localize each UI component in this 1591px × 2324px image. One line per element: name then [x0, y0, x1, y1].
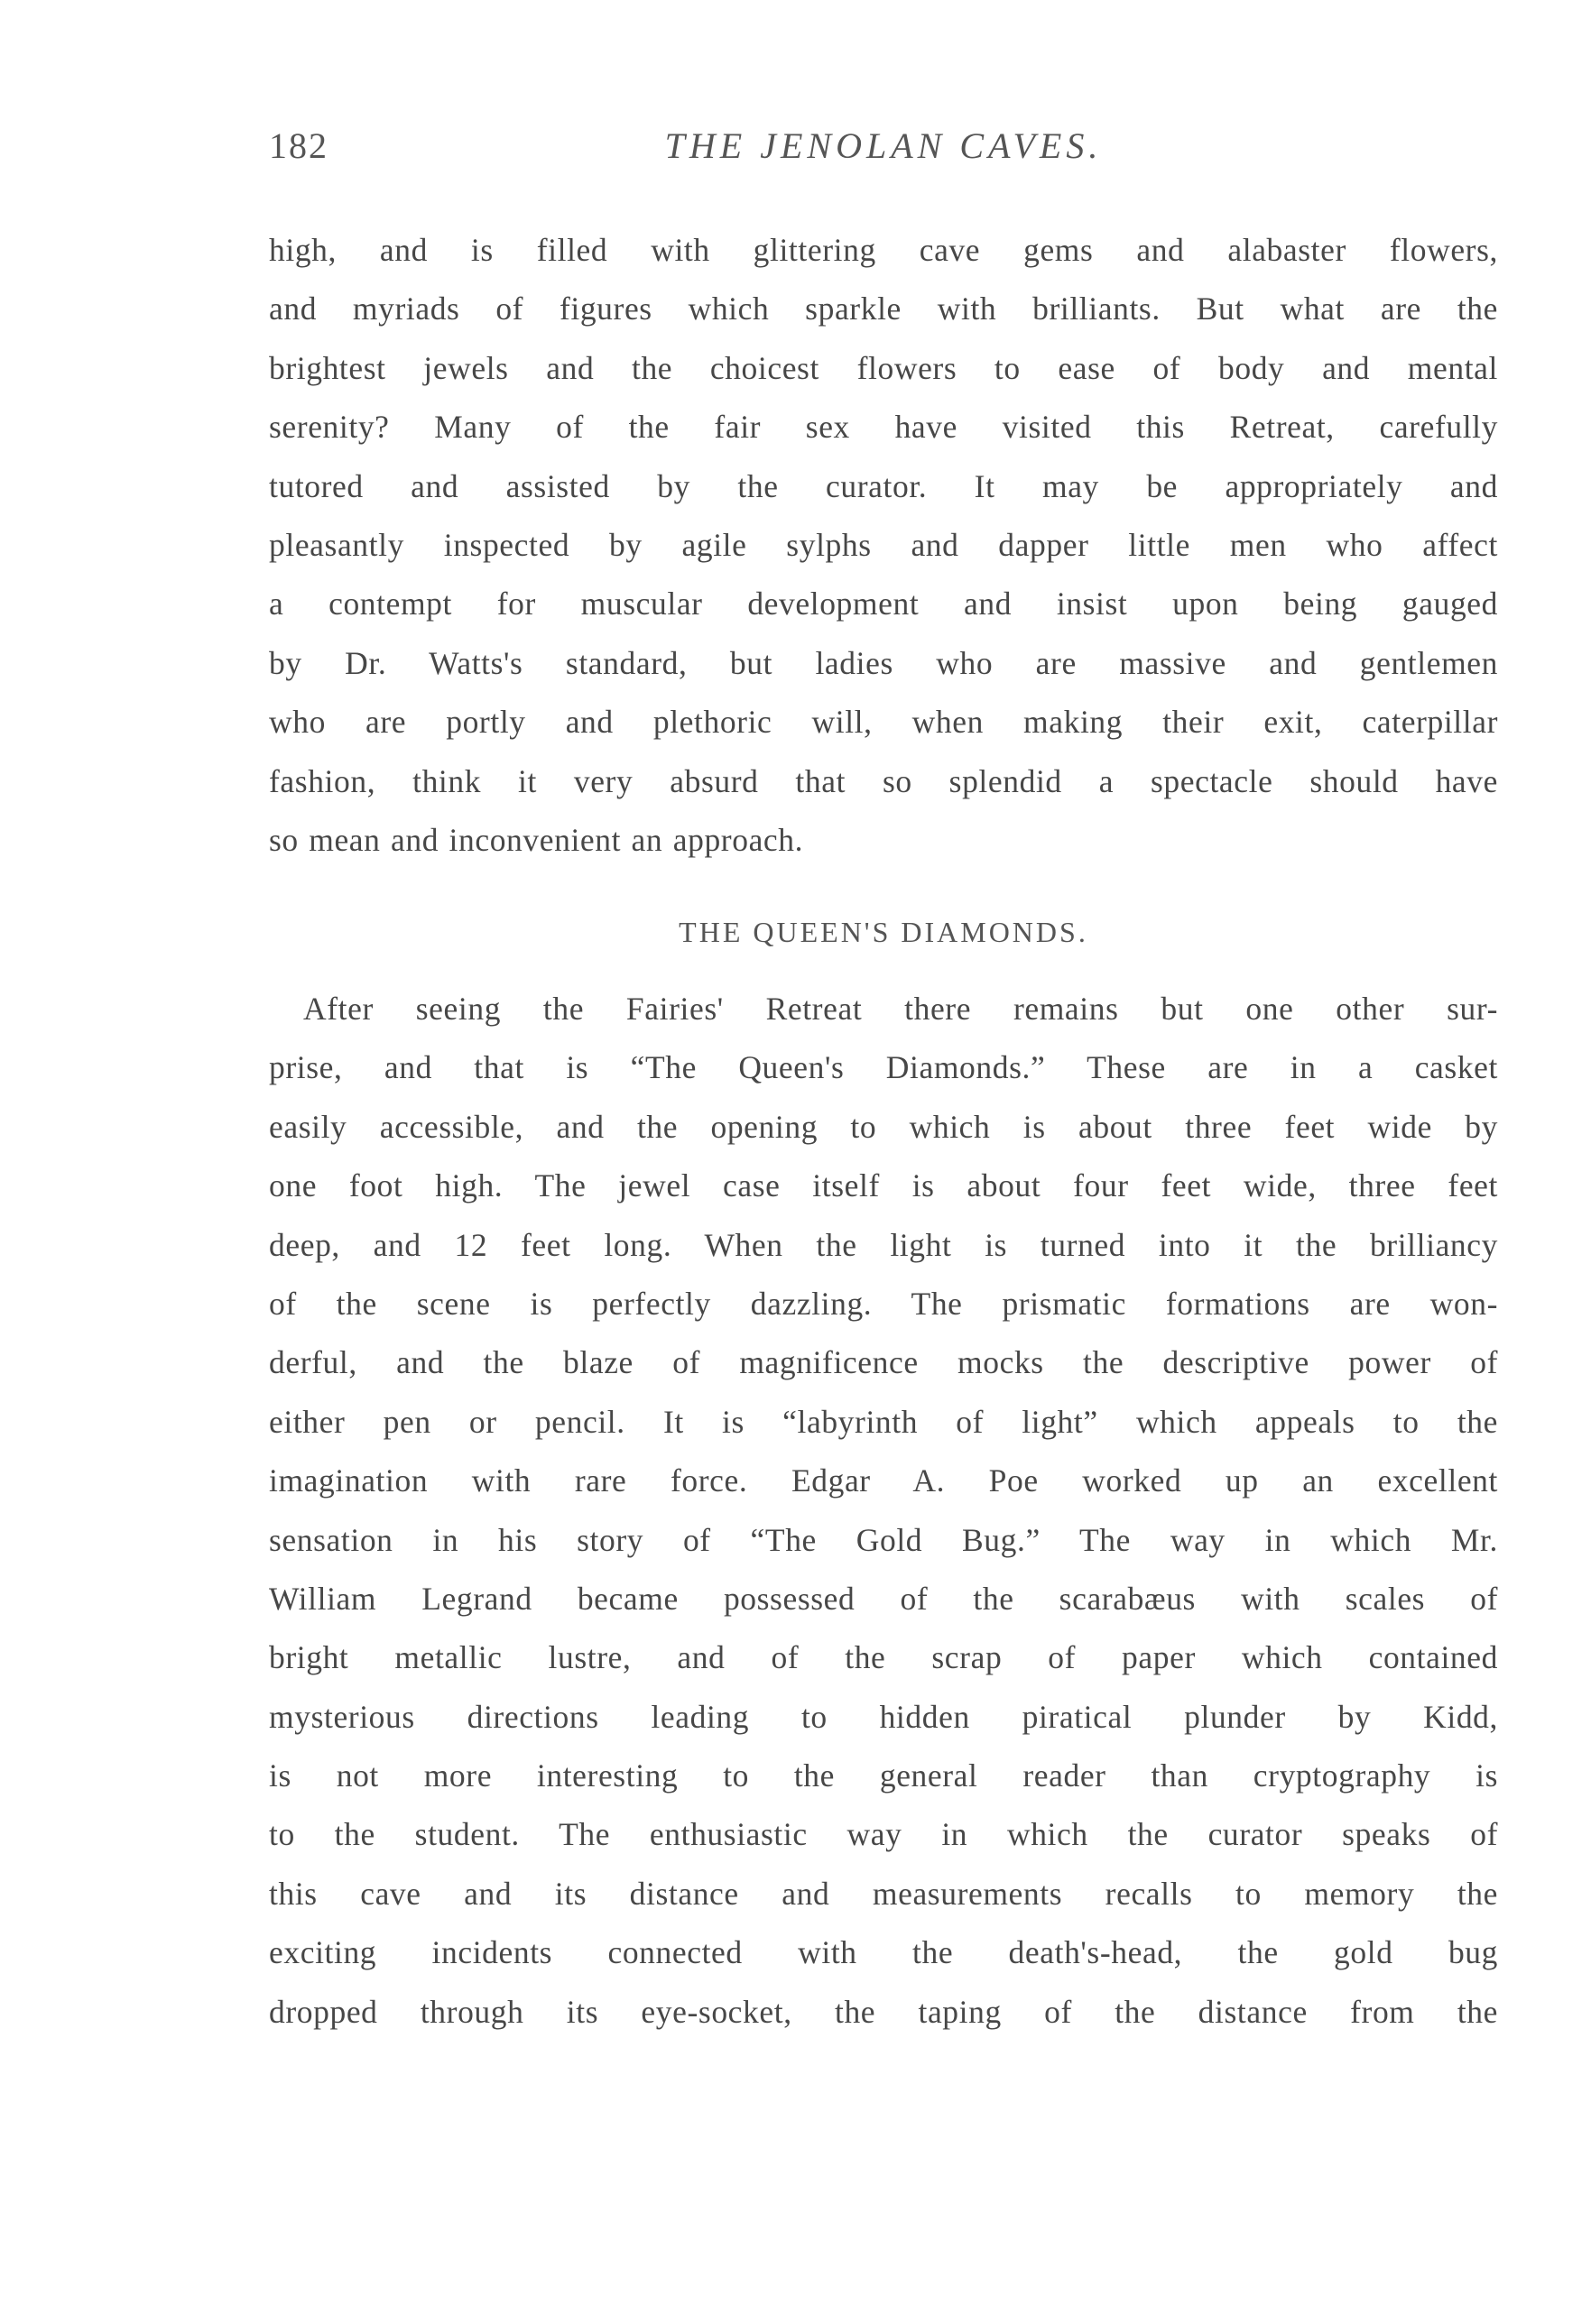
text-line: high, and is filled with glittering cave gems and alabaster flowers,: [269, 232, 1498, 268]
text-line: prise, and that is “The Queen's Diamonds.” These are in a casket: [269, 1049, 1498, 1086]
paragraph-1: [269, 221, 1498, 870]
page-number: 182: [269, 125, 328, 166]
text-line: by Dr. Watts's standard, but ladies who are massive and gentlemen: [269, 644, 1498, 681]
text-line: serenity? Many of the fair sex have visited this Retreat, carefully: [269, 409, 1498, 446]
text-line: imagination with rare force. Edgar A. Poe worked up an excellent: [269, 1462, 1498, 1499]
paragraph-2: [269, 980, 1498, 2042]
text-line: to the student. The enthusiastic way in which the curator speaks of: [269, 1816, 1498, 1853]
text-line: who are portly and plethoric will, when making their exit, caterpillar: [269, 704, 1498, 741]
running-title: THE JENOLAN CAVES.: [664, 125, 1103, 166]
text-line: brightest jewels and the choicest flowers to ease of body and mental: [269, 349, 1498, 386]
text-line: sensation in his story of “The Gold Bug.” The way in which Mr.: [269, 1521, 1498, 1558]
text-line: one foot high. The jewel case itself is about four feet wide, three feet: [269, 1167, 1498, 1204]
text-line: pleasantly inspected by agile sylphs and dapper little men who affect: [269, 526, 1498, 563]
text-line: of the scene is perfectly dazzling. The prismatic formations are won-: [269, 1285, 1498, 1322]
text-line: deep, and 12 feet long. When the light is turned into it the brilliancy: [269, 1226, 1498, 1263]
text-line: exciting incidents connected with the death's-head, the gold bug: [269, 1934, 1498, 1971]
text-line: fashion, think it very absurd that so splendid a spectacle should have: [269, 762, 1498, 799]
running-head: [269, 124, 1498, 170]
text-line: easily accessible, and the opening to which is about three feet wide by: [269, 1108, 1498, 1145]
text-line: is not more interesting to the general reader than cryptography is: [269, 1757, 1498, 1794]
section-heading: THE QUEEN'S DIAMONDS.: [679, 916, 1088, 948]
text-line: and myriads of figures which sparkle with brilliants. But what are the: [269, 290, 1498, 327]
text-line: derful, and the blaze of magnificence mocks the descriptive power of: [269, 1344, 1498, 1381]
text-line: so mean and inconvenient an approach.: [269, 821, 804, 858]
text-line: dropped through its eye-socket, the taping of the distance from the: [269, 1993, 1498, 2030]
text-line: mysterious directions leading to hidden piratical plunder by Kidd,: [269, 1698, 1498, 1735]
text-line: tutored and assisted by the curator. It may be appropriately and: [269, 467, 1498, 504]
text-line: [269, 980, 1498, 1038]
text-line: William Legrand became possessed of the scarabæus with scales of: [269, 1580, 1498, 1617]
text-line-content: After seeing the Fairies' Retreat there remains but one other sur-: [303, 991, 1498, 1027]
text-line: bright metallic lustre, and of the scrap of paper which contained: [269, 1639, 1498, 1676]
text-line: a contempt for muscular development and insist upon being gauged: [269, 586, 1498, 622]
text-line: this cave and its distance and measurements recalls to memory the: [269, 1875, 1498, 1912]
text-line: either pen or pencil. It is “labyrinth of light” which appeals to the: [269, 1403, 1498, 1440]
